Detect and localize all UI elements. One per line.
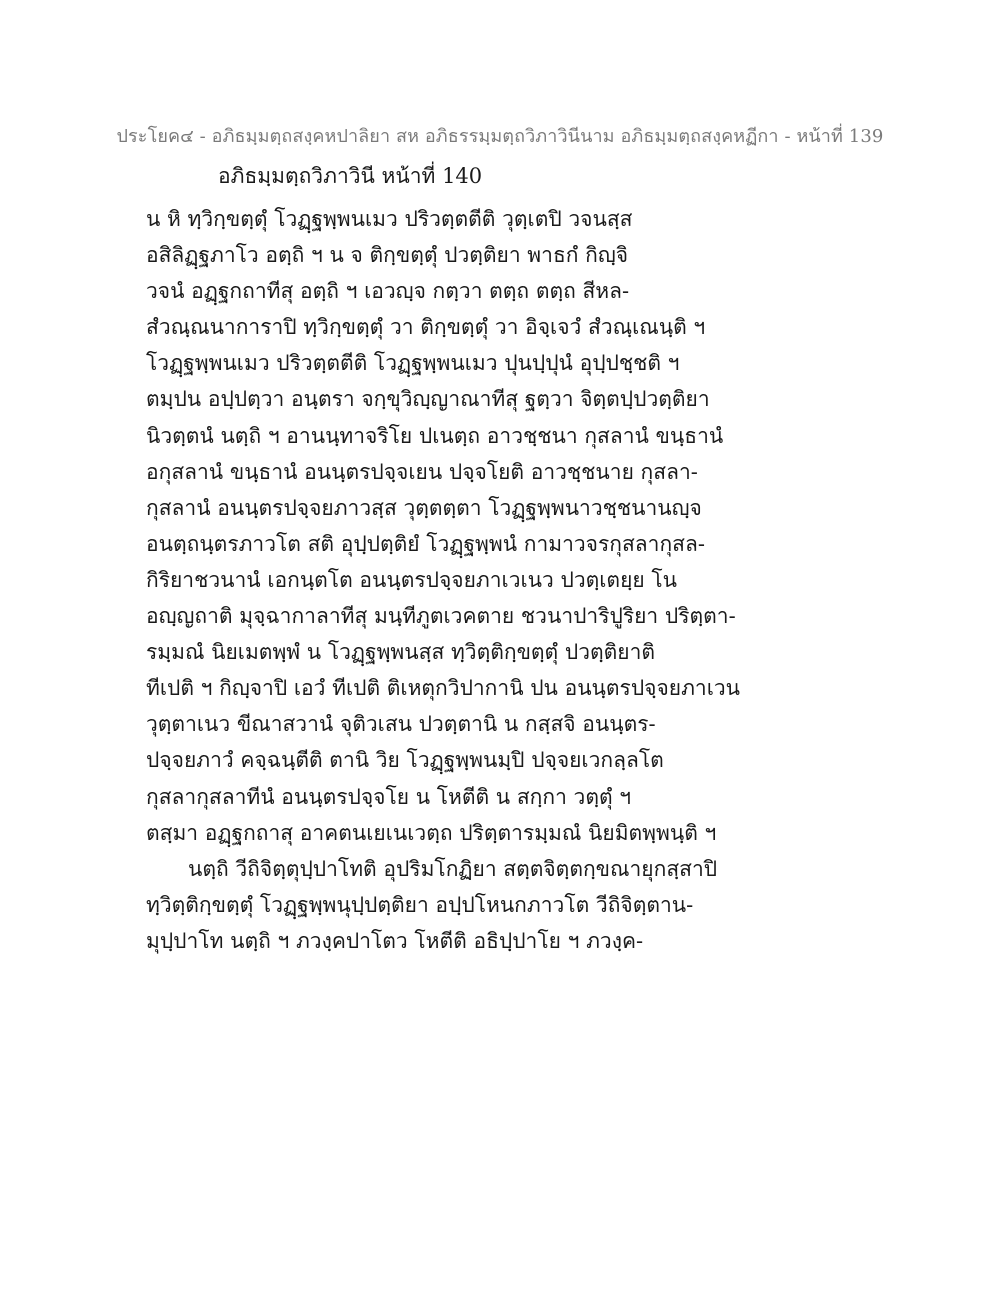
text-line: อญฺญถาติ มุจฺฉากาลาทีสุ มนฺทีภูตเวคตาย ชวนาปาริปูริยา ปริตฺตา- xyxy=(146,604,736,629)
paragraph-start-line: นตฺถิ วีถิจิตฺตุปฺปาโทติ อุปริมโกฏิยา สตฺตจิตฺตกฺขณายุกสฺสาปิ xyxy=(188,856,718,881)
text-line: วุตฺตาเนว ขีณาสวานํ จุติวเสน ปวตฺตานิ น กสฺสจิ อนนฺตร- xyxy=(146,712,656,737)
page-title: อภิธมฺมตฺถวิภาวินี หน้าที่ 140 xyxy=(218,164,483,188)
text-line: อนตฺถนฺตรภาวโต สติ อุปฺปตฺติยํ โวฏฺฐพฺพนํ กามาวจรกุสลากุสล- xyxy=(146,531,705,556)
text-line: ทีเปติ ฯ กิญฺจาปิ เอวํ ทีเปติ ติเหตุกวิปากานิ ปน อนนฺตรปจฺจยภาเวน xyxy=(146,676,741,701)
text-line: ตสฺมา อฏฺฐกถาสุ อาคตนเยเนเวตฺถ ปริตฺตารมฺมณํ นิยมิตพฺพนฺติ ฯ xyxy=(146,820,717,845)
text-line: กุสลานํ อนนฺตรปจฺจยภาวสฺส วุตฺตตฺตา โวฏฺฐพฺพนาวชฺชนานญฺจ xyxy=(146,495,702,520)
text-line: รมฺมณํ นิยเมตพฺพํ น โวฏฺฐพฺพนสฺส ทฺวิตฺติกฺขตฺตุํ ปวตฺติยาติ xyxy=(146,640,656,665)
text-line: กิริยาชวนานํ เอกนฺตโต อนนฺตรปจฺจยภาเวเนว ปวตฺเตยฺย โน xyxy=(146,567,677,592)
text-line: อสิลิฏฺฐภาโว อตฺถิ ฯ น จ ติกฺขตฺตุํ ปวตฺติยา พาธกํ กิญฺจิ xyxy=(146,243,629,268)
text-line: วจนํ อฏฺฐกถาทีสุ อตฺถิ ฯ เอวญฺจ กตฺวา ตตฺถ ตตฺถ สีหล- xyxy=(146,279,630,304)
text-line: นิวตฺตนํ นตฺถิ ฯ อานนฺทาจริโย ปเนตฺถ อาวชฺชนา กุสลานํ ขนฺธานํ xyxy=(146,423,724,448)
text-line: สํวณฺณนาการาปิ ทฺวิกฺขตฺตุํ วา ติกฺขตฺตุํ วา อิจฺเจวํ สํวณฺเณนฺติ ฯ xyxy=(146,315,706,340)
text-line: ทฺวิตฺติกฺขตฺตุํ โวฏฺฐพฺพนุปฺปตฺติยา อปฺปโหนกภาวโต วีถิจิตฺตาน- xyxy=(146,892,694,917)
text-line: น หิ ทฺวิกฺขตฺตุํ โวฏฺฐพฺพนเมว ปริวตฺตตีติ วุตฺเตปิ วจนสฺส xyxy=(146,207,633,231)
text-line: โวฏฺฐพฺพนเมว ปริวตฺตตีติ โวฏฺฐพฺพนเมว ปุนปฺปุนํ อุปฺปชฺชติ ฯ xyxy=(146,351,680,376)
text-line: มุปฺปาโท นตฺถิ ฯ ภวงฺคปาโตว โหตีติ อธิปฺปาโย ฯ ภวงฺค- xyxy=(146,928,644,953)
body-text xyxy=(146,201,741,959)
text-line: ตมฺปน อปฺปตฺวา อนฺตรา จกฺขุวิญฺญาณาทีสุ ฐตฺวา จิตฺตปฺปวตฺติยา xyxy=(146,387,710,412)
running-header: ประโยค๔ - อภิธมฺมตฺถสงฺคหปาลิยา สห อภิธรรมฺมตฺถวิภาวินีนาม อภิธมฺมตฺถสงฺคหฏีกา - หน้าที่ 139 xyxy=(116,126,884,147)
text-line: กุสลากุสลาทีนํ อนนฺตรปจฺจโย น โหตีติ น สกฺกา วตฺตุํ ฯ xyxy=(146,784,632,809)
text-line: อกุสลานํ ขนฺธานํ อนนฺตรปจฺจเยน ปจฺจโยติ อาวชฺชนาย กุสลา- xyxy=(146,459,698,484)
text-line: ปจฺจยภาวํ คจฺฉนฺตีติ ตานิ วิย โวฏฺฐพฺพนมฺปิ ปจฺจยเวกลฺลโต xyxy=(146,748,664,773)
